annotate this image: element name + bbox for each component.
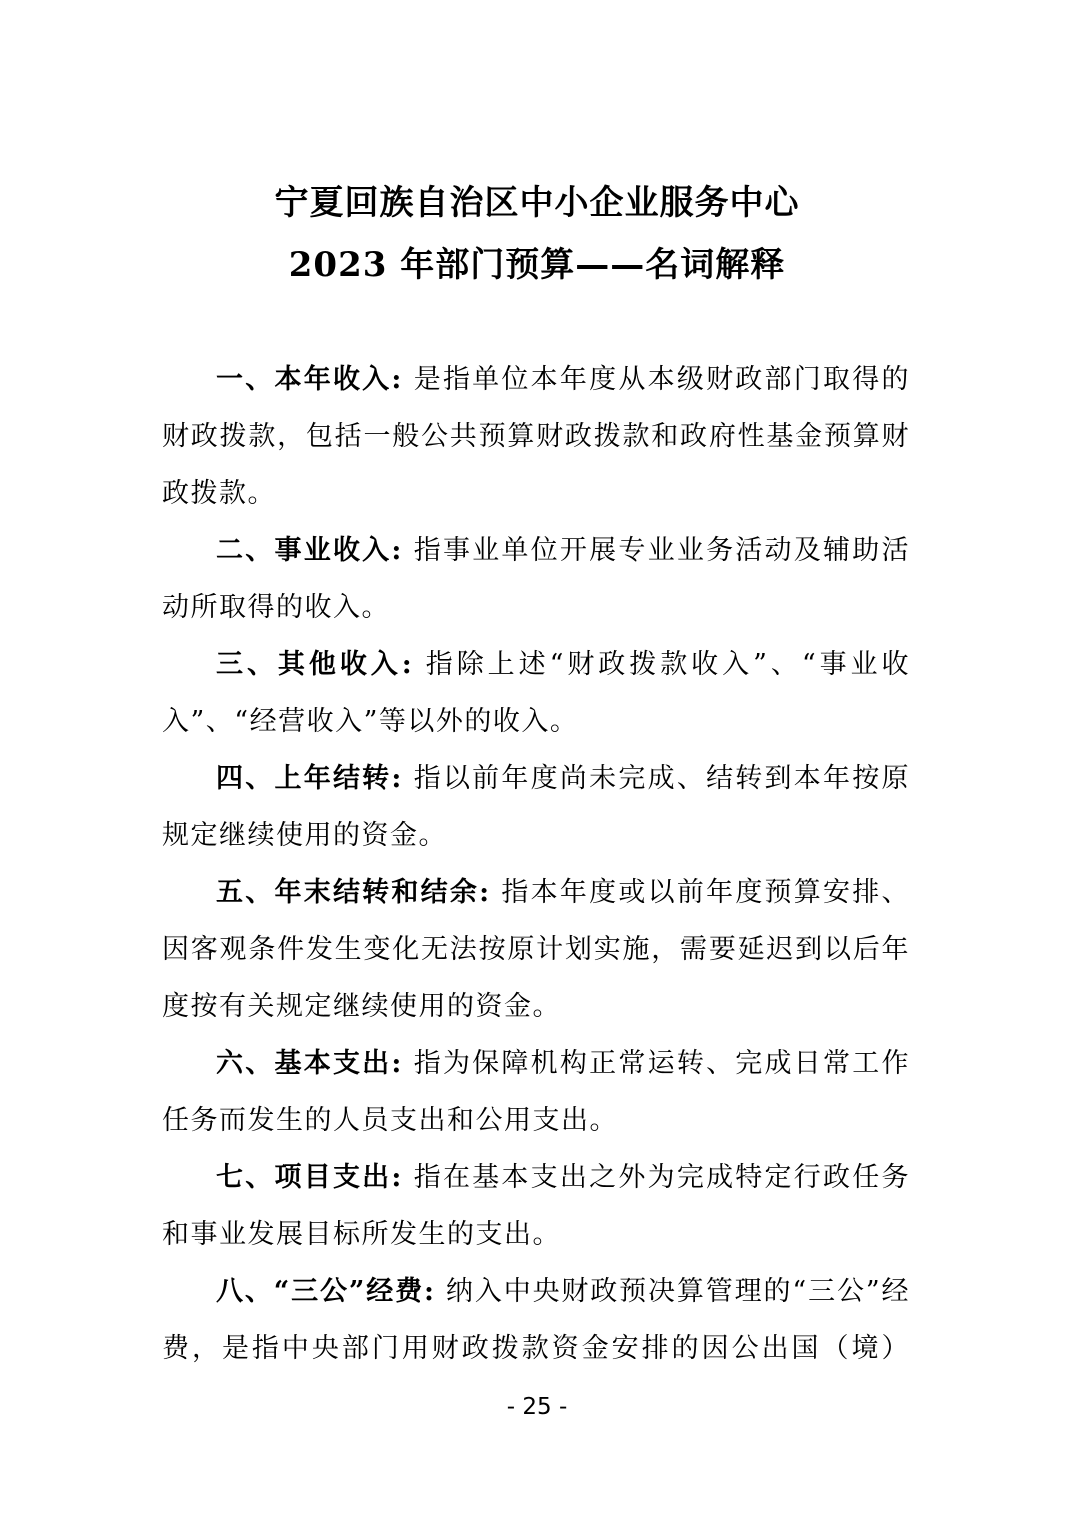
paragraph-basic-expenditure bbox=[162, 1035, 910, 1149]
term-prior-year-carryover: 四、上年结转: bbox=[216, 763, 403, 794]
page-number: - 25 - bbox=[506, 1394, 568, 1420]
term-year-end-carryover: 五、年末结转和结余: bbox=[216, 877, 491, 908]
definition-year-end-carryover: 指本年度或以前年度预算安排、因客观条件发生变化无法按原计划实施，需要延迟到以后年度按有关规定继续使用的资金。 bbox=[162, 877, 911, 1022]
document-body bbox=[162, 351, 910, 1377]
paragraph-three-public-funds bbox=[162, 1263, 910, 1377]
title-line-2: 2023 年部门预算——名词解释 bbox=[288, 245, 786, 285]
term-project-expenditure: 七、项目支出: bbox=[216, 1162, 403, 1193]
paragraph-year-end-carryover bbox=[162, 864, 910, 1035]
term-three-public-funds: 八、“三公”经费: bbox=[216, 1276, 436, 1307]
definition-other-income: 指除上述“财政拨款收入”、“事业收入”、“经营收入”等以外的收入。 bbox=[162, 649, 910, 737]
definition-prior-year-carryover: 指以前年度尚未完成、结转到本年按原规定继续使用的资金。 bbox=[162, 763, 910, 851]
definition-three-public-funds: 纳入中央财政预决算管理的“三公”经费，是指中央部门用财政拨款资金安排的因公出国（境） bbox=[162, 1276, 910, 1364]
term-operational-income: 二、事业收入: bbox=[216, 535, 403, 566]
page-footer bbox=[0, 1394, 1074, 1420]
definition-project-expenditure: 指在基本支出之外为完成特定行政任务和事业发展目标所发生的支出。 bbox=[162, 1162, 910, 1250]
paragraph-other-income bbox=[162, 636, 910, 750]
paragraph-project-expenditure bbox=[162, 1149, 910, 1263]
definition-current-year-income: 是指单位本年度从本级财政部门取得的财政拨款，包括一般公共预算财政拨款和政府性基金预算财政拨款。 bbox=[162, 364, 910, 509]
paragraph-prior-year-carryover bbox=[162, 750, 910, 864]
paragraph-operational-income bbox=[162, 522, 910, 636]
definition-basic-expenditure: 指为保障机构正常运转、完成日常工作任务而发生的人员支出和公用支出。 bbox=[162, 1048, 910, 1136]
paragraph-current-year-income bbox=[162, 351, 910, 522]
term-current-year-income: 一、本年收入: bbox=[216, 364, 403, 395]
term-basic-expenditure: 六、基本支出: bbox=[216, 1048, 403, 1079]
term-other-income: 三、其他收入: bbox=[216, 649, 414, 680]
title-line-1: 宁夏回族自治区中小企业服务中心 bbox=[274, 183, 800, 223]
definition-operational-income: 指事业单位开展专业业务活动及辅助活动所取得的收入。 bbox=[162, 535, 910, 623]
document-title bbox=[0, 0, 1074, 296]
